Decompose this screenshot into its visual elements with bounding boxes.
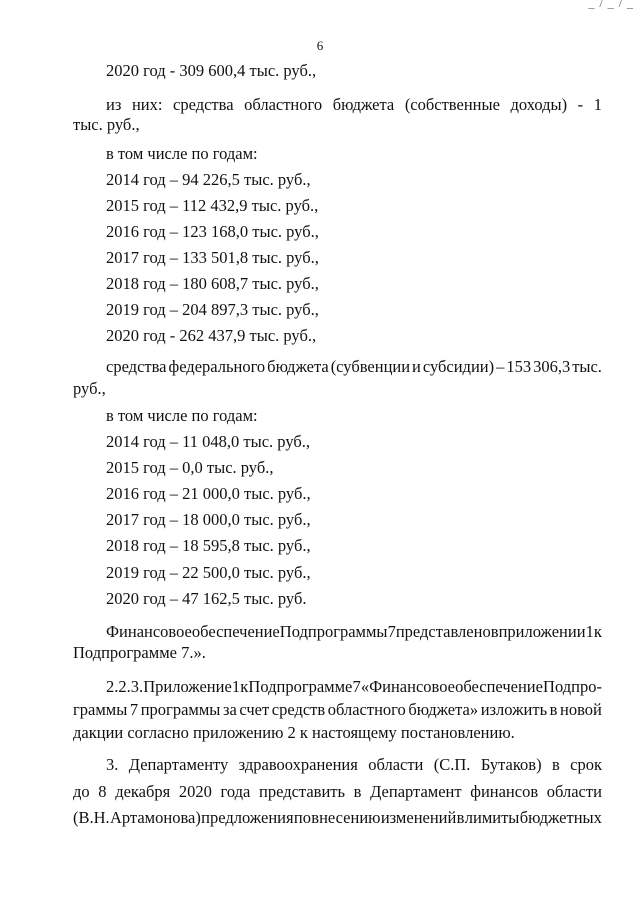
text-line-part: (собственные bbox=[404, 95, 500, 114]
text-line-part: в bbox=[490, 622, 499, 641]
text-line-part: тыс. bbox=[572, 357, 602, 376]
text-line-part: средства bbox=[106, 357, 167, 376]
text-line: 2014 год – 11 048,0 тыс. руб., bbox=[106, 432, 310, 451]
text-line-part: (С.П. bbox=[433, 755, 471, 774]
text-line bbox=[106, 622, 602, 642]
text-line-part: средства bbox=[173, 95, 234, 114]
text-line bbox=[106, 95, 602, 115]
text-line: 2019 год – 22 500,0 тыс. руб., bbox=[106, 563, 311, 582]
text-line-part: (субвенции bbox=[330, 357, 411, 376]
text-line-part: субсидии) bbox=[422, 357, 495, 376]
text-line-part: в bbox=[456, 808, 465, 827]
text-line: Подпрограмме 7.». bbox=[73, 643, 206, 662]
text-line-part: областного bbox=[244, 95, 323, 114]
text-line: в том числе по годам: bbox=[106, 406, 258, 425]
text-line-part: представить bbox=[259, 782, 346, 801]
text-line-part: Артамонова) bbox=[109, 808, 201, 827]
text-line-part: них: bbox=[131, 95, 163, 114]
text-line-part: срок bbox=[570, 755, 602, 774]
text-line-part: областного bbox=[327, 700, 406, 719]
text-line: в том числе по годам: bbox=[106, 144, 258, 163]
text-line bbox=[73, 700, 602, 720]
text-line-part: по bbox=[293, 808, 311, 827]
text-line: 2019 год – 204 897,3 тыс. руб., bbox=[106, 300, 319, 319]
text-line-part: (В.Н. bbox=[73, 808, 110, 827]
text-line-part: 7 bbox=[352, 677, 361, 696]
text-line-part: 306,3 bbox=[533, 357, 571, 376]
text-line-part: Приложение bbox=[143, 677, 232, 696]
text-line-part: – bbox=[496, 357, 505, 376]
text-line-part: Департаменту bbox=[128, 755, 229, 774]
text-line-part: бюджета bbox=[267, 357, 329, 376]
text-line: 2015 год – 112 432,9 тыс. руб., bbox=[106, 196, 319, 215]
text-line-part: за bbox=[222, 700, 237, 719]
text-line-part: из bbox=[106, 95, 122, 114]
text-line-part: Подпрограмме bbox=[248, 677, 353, 696]
text-line-part: бюджета» bbox=[408, 700, 479, 719]
text-line bbox=[106, 357, 602, 377]
text-line-part: - bbox=[577, 95, 584, 114]
text-line: 2020 год - 262 437,9 тыс. руб., bbox=[106, 326, 317, 345]
text-line-part: и bbox=[412, 357, 421, 376]
text-line-part: федерального bbox=[168, 357, 266, 376]
text-line-part: 7 bbox=[129, 700, 139, 719]
page-number: 6 bbox=[316, 38, 324, 53]
text-line-part: средств bbox=[271, 700, 326, 719]
text-line: 2020 год – 47 162,5 тыс. руб. bbox=[106, 589, 307, 608]
text-line: 2018 год – 18 595,8 тыс. руб., bbox=[106, 536, 311, 555]
text-line-part: к bbox=[593, 622, 602, 641]
text-line-part: лимиты bbox=[464, 808, 520, 827]
text-line bbox=[106, 755, 602, 775]
text-line-part: в bbox=[549, 700, 558, 719]
text-line-part: года bbox=[220, 782, 251, 801]
text-line-part: обеспечение bbox=[191, 622, 280, 641]
text-line-part: приложении bbox=[498, 622, 586, 641]
text-line-part: 1 bbox=[585, 622, 594, 641]
text-line-part: обеспечение bbox=[455, 677, 543, 696]
text-line-part: в bbox=[353, 782, 362, 801]
text-line: 2014 год – 94 226,5 тыс. руб., bbox=[106, 170, 311, 189]
text-line-part: Финансовое bbox=[106, 622, 192, 641]
text-line-part: 7 bbox=[387, 622, 396, 641]
text-line-part: 1 bbox=[593, 95, 602, 114]
text-line: 2016 год – 123 168,0 тыс. руб., bbox=[106, 222, 319, 241]
text-line-part: до bbox=[73, 782, 90, 801]
text-line-part: 1 bbox=[231, 677, 241, 696]
text-line-part: новой bbox=[560, 700, 602, 719]
text-line-part: изложить bbox=[480, 700, 548, 719]
text-line-part: Департамент bbox=[370, 782, 462, 801]
text-line: 2018 год – 180 608,7 тыс. руб., bbox=[106, 274, 319, 293]
text-line-part: программы bbox=[140, 700, 221, 719]
text-line-part: бюджетных bbox=[519, 808, 602, 827]
text-line-part: 2020 bbox=[178, 782, 212, 801]
text-line bbox=[106, 677, 602, 697]
text-line-part: бюджета bbox=[332, 95, 395, 114]
text-line-part: предложения bbox=[201, 808, 294, 827]
text-line: 2020 год - 309 600,4 тыс. руб., bbox=[106, 61, 317, 80]
text-line-part: декабря bbox=[115, 782, 171, 801]
corner-mark: _ / _ / _ bbox=[588, 0, 634, 10]
text-line-part: области bbox=[546, 782, 602, 801]
text-line: тыс. руб., bbox=[73, 115, 140, 134]
text-line-part: «Финансовое bbox=[360, 677, 455, 696]
text-line-part: доходы) bbox=[510, 95, 568, 114]
text-line-part: Бутаков) bbox=[480, 755, 542, 774]
text-line-part: Подпро- bbox=[543, 677, 602, 696]
text-line bbox=[73, 782, 602, 802]
text-line-part: внесению bbox=[311, 808, 381, 827]
text-line-part: в bbox=[551, 755, 560, 774]
text-line-part: 2.2.3. bbox=[106, 677, 144, 696]
text-line: 2016 год – 21 000,0 тыс. руб., bbox=[106, 484, 311, 503]
text-line: руб., bbox=[73, 379, 106, 398]
text-line-part: граммы bbox=[73, 700, 128, 719]
text-line-part: представлено bbox=[395, 622, 491, 641]
text-line-part: области bbox=[368, 755, 424, 774]
text-line: 2015 год – 0,0 тыс. руб., bbox=[106, 458, 274, 477]
text-line-part: Подпрограммы bbox=[279, 622, 388, 641]
text-line-part: 8 bbox=[98, 782, 107, 801]
text-line-part: здравоохранения bbox=[238, 755, 358, 774]
text-line: 2017 год – 133 501,8 тыс. руб., bbox=[106, 248, 319, 267]
text-line-part: 153 bbox=[506, 357, 532, 376]
text-line-part: финансов bbox=[470, 782, 539, 801]
text-line bbox=[73, 808, 602, 828]
text-line-part: 3. bbox=[106, 755, 119, 774]
text-line-part: счет bbox=[239, 700, 270, 719]
text-line: дакции согласно приложению 2 к настоящему постановлению. bbox=[73, 723, 515, 742]
text-line-part: изменений bbox=[380, 808, 457, 827]
text-line-part: к bbox=[240, 677, 249, 696]
text-line: 2017 год – 18 000,0 тыс. руб., bbox=[106, 510, 311, 529]
